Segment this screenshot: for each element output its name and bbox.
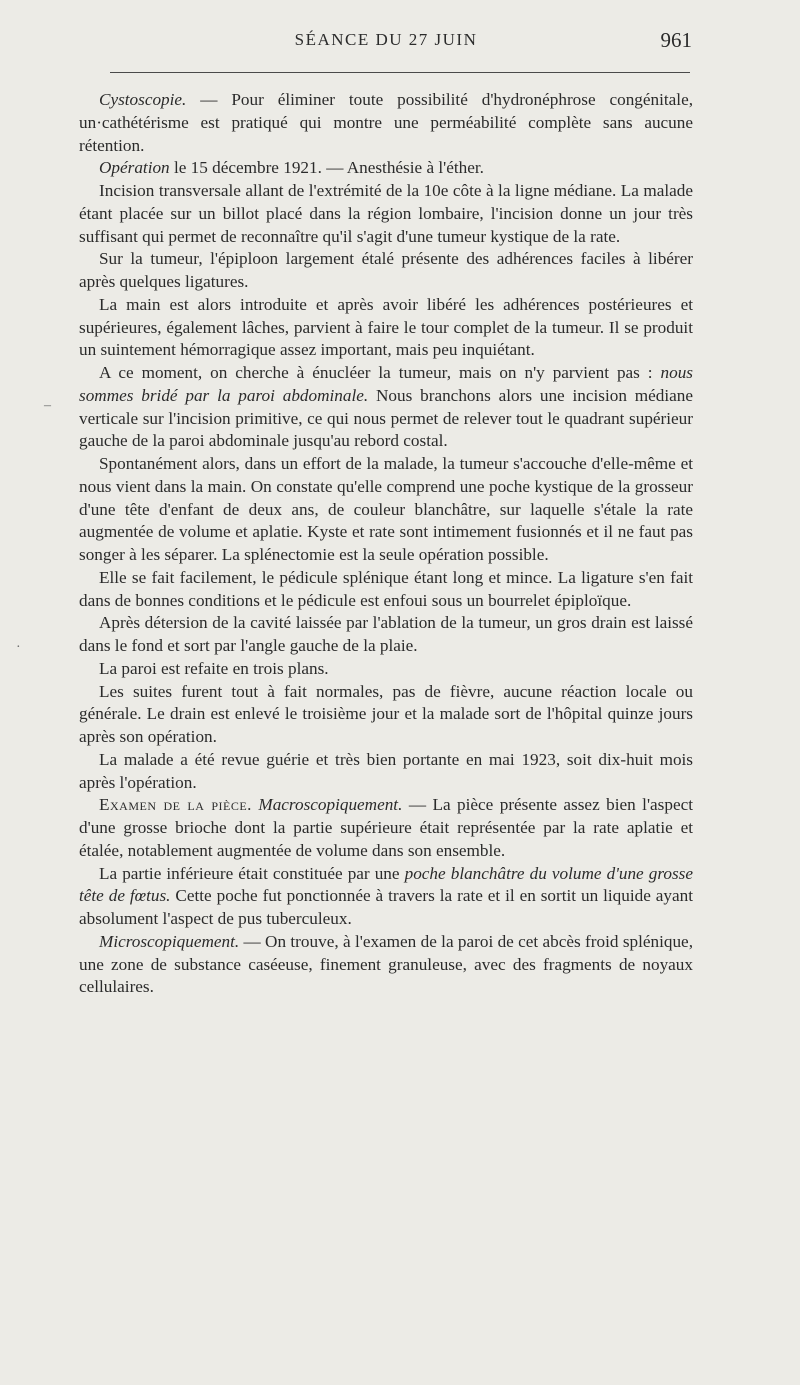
paragraph-text: Spontanément alors, dans un effort de la malade, la tumeur s'accouche d'elle-même et nous vient dans la main. On constate qu'elle comprend une poche kystique de la grosseur d'une tête d'enfant de deux ans, de couleur blanchâtre, sur laquelle s'étale la rate augmentée de volume et aplatie. Kyste et rate sont intimement fusionnés et il ne faut pas songer à les séparer. La splénectomie est la seule opération possible. <box>79 454 693 564</box>
margin-dot-mark: · <box>16 640 21 655</box>
paragraph-italic: poche blanchâtre du volume d'une grosse tête de fœtus. <box>79 863 694 906</box>
paragraph-text: La paroi est refaite en trois plans. <box>99 658 329 678</box>
paragraph-epiploon <box>79 248 693 294</box>
paragraph-text: Cette poche fut ponctionnée à travers la rate et il en sortit un liquide ayant absolument l'aspect de pus tuberculeux. <box>79 886 693 928</box>
paragraph-partie-inferieure <box>79 863 693 931</box>
paragraph-text: — La pièce présente assez bien l'aspect d'une grosse brioche dont la partie supérieure était représentée par la rate aplatie et étalée, notablement augmentée de volume dans son ensemble. <box>79 795 693 860</box>
header-rule <box>110 72 690 73</box>
paragraph-text: Incision transversale allant de l'extrémité de la 10e côte à la ligne médiane. La malade étant placée sur un billot placé dans la région lombaire, l'incision donne un jour très suffisant qui permet de reconnaître qu'il s'agit d'une tumeur kystique de la rate. <box>79 181 693 246</box>
paragraph-microscopiquement <box>79 931 693 999</box>
paragraph-lead: Opération <box>99 158 170 178</box>
margin-dash-mark: ‒ <box>44 398 51 413</box>
paragraph-italic: nous sommes bridé par la paroi abdominale. <box>79 363 693 405</box>
paragraph-text: Sur la tumeur, l'épiploon largement étalé présente des adhérences faciles à libérer après quelques ligatures. <box>79 249 693 291</box>
page-number: 961 <box>660 28 692 52</box>
paragraph-paroi <box>79 658 693 681</box>
paragraph-italic: Macroscopiquement. <box>251 795 403 815</box>
running-title: SÉANCE DU 27 JUIN <box>294 30 478 49</box>
paragraph-text: Les suites furent tout à fait normales, pas de fièvre, aucune réaction locale ou générale. Le drain est enlevé le troisième jour et la malade sort de l'hôpital quinze jours après son opération. <box>79 681 693 746</box>
paragraph-text: Après détersion de la cavité laissée par l'ablation de la tumeur, un gros drain est laissé dans le fond et sort par l'angle gauche de la plaie. <box>79 613 693 655</box>
body-text <box>79 89 693 999</box>
paragraph-text: Elle se fait facilement, le pédicule splénique étant long et mince. La ligature s'en fait dans de bonnes conditions et le pédicule est enfoui sous un bourrelet épiploïque. <box>79 567 693 610</box>
paragraph-pedicule <box>79 567 693 613</box>
paragraph-adherences <box>79 294 693 362</box>
paragraph-examen <box>79 794 693 862</box>
paragraph-text: La malade a été revue guérie et très bien portante en mai 1923, soit dix-huit mois après l'opération. <box>79 749 693 792</box>
paragraph-operation <box>79 157 693 180</box>
paragraph-detersion <box>79 612 693 658</box>
section-heading: Examen de la pièce. <box>99 795 252 815</box>
paragraph-enucleation <box>79 362 693 453</box>
paragraph-suites <box>79 681 693 749</box>
page-header <box>80 30 692 56</box>
paragraph-text: le 15 décembre 1921. — Anesthésie à l'éther. <box>169 158 484 178</box>
paragraph-lead: Cystoscopie. <box>99 90 187 109</box>
paragraph-revue <box>79 749 693 795</box>
paragraph-lead: Microscopiquement. <box>99 931 240 951</box>
paragraph-text: La main est alors introduite et après avoir libéré les adhérences postérieures et supérieures, également lâches, parvient à faire le tour complet de la tumeur. Il se produit un suintement hémorragique assez important, mais peu inquiétant. <box>79 294 693 360</box>
paragraph-text: — Pour éliminer toute possibilité d'hydronéphrose congénitale, un·cathétérisme est pratiqué qui montre une perméabilité complète sans aucune rétention. <box>79 90 693 155</box>
paragraph-text: — On trouve, à l'examen de la paroi de cet abcès froid splénique, une zone de substance caséeuse, finement granuleuse, avec des fragments de noyaux cellulaires. <box>79 931 693 997</box>
paragraph-cystoscopie <box>79 89 693 157</box>
paragraph-text: Nous branchons alors une incision médiane verticale sur l'incision primitive, ce qui nous permet de relever tout le quadrant supérieur gauche de la paroi abdominale jusqu'au rebord costal. <box>79 385 693 451</box>
paragraph-incision <box>79 180 693 248</box>
paragraph-text-before: A ce moment, on cherche à énucléer la tumeur, mais on n'y parvient pas : <box>99 363 661 382</box>
paragraph-text-before: La partie inférieure était constituée par une <box>99 863 405 883</box>
paragraph-spontanement <box>79 453 693 567</box>
